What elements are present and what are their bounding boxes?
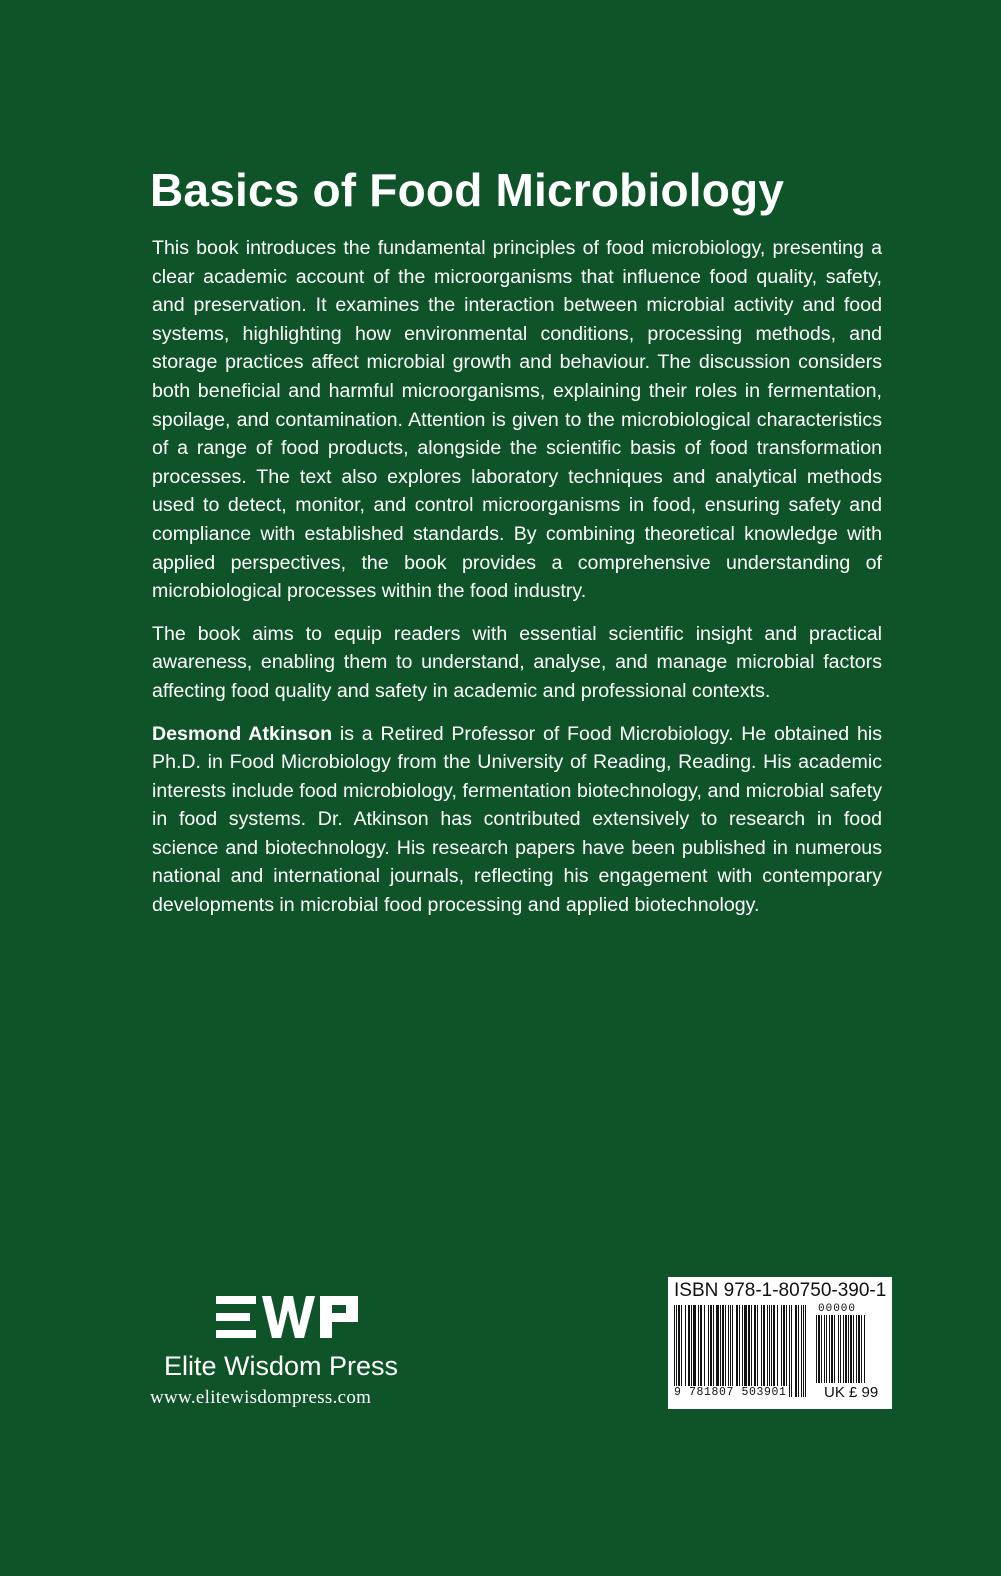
author-bio-paragraph (152, 720, 882, 920)
author-bio: is a Retired Professor of Food Microbiology. He obtained his Ph.D. in Food Microbiology from the University of Reading, Reading. His academic interests include food microbiology, fermentation biotechnology, and microbial safety in food systems. Dr. Atkinson has contributed extensively to research in food science and biotechnology. His research papers have been published in numerous national and international journals, reflecting his engagement with contemporary developments in microbial food processing and applied biotechnology. (152, 722, 882, 917)
ewp-logo-icon (216, 1296, 364, 1346)
author-name: Desmond Atkinson (152, 722, 333, 745)
addon-digits: 00000 (818, 1303, 857, 1315)
isbn-barcode-box (668, 1277, 892, 1409)
description-paragraph-1: This book introduces the fundamental principles of food microbiology, presenting a clear academic account of the microorganisms that influence food quality, safety, and preservation. It examines the interaction between microbial activity and food systems, highlighting how environmental conditions, processing methods, and storage practices affect microbial growth and behaviour. The discussion considers both beneficial and harmful microorganisms, explaining their roles in fermentation, spoilage, and contamination. Attention is given to the microbiological characteristics of a range of food products, alongside the scientific basis of food transformation processes. The text also explores laboratory techniques and analytical methods used to detect, monitor, and control microorganisms in food, ensuring safety and compliance with established standards. By combining theoretical knowledge with applied perspectives, the book provides a comprehensive understanding of microbiological processes within the food industry. (152, 237, 882, 603)
publisher-url: www.elitewisdompress.com (150, 1387, 372, 1408)
back-cover-text (152, 234, 882, 934)
price-label: UK £ 99 (824, 1384, 879, 1401)
isbn-label: ISBN 978-1-80750-390-1 (674, 1280, 887, 1301)
ean-barcode (674, 1305, 814, 1397)
addon-barcode (816, 1315, 878, 1383)
publisher-name: Elite Wisdom Press (164, 1351, 399, 1381)
book-title: Basics of Food Microbiology (150, 164, 785, 216)
description-paragraph-2: The book aims to equip readers with essential scientific insight and practical awareness, enabling them to understand, analyse, and manage microbial factors affecting food quality and safety in academic and professional contexts. (152, 622, 882, 702)
ean-digits: 9 781807 503901 (674, 1386, 787, 1399)
